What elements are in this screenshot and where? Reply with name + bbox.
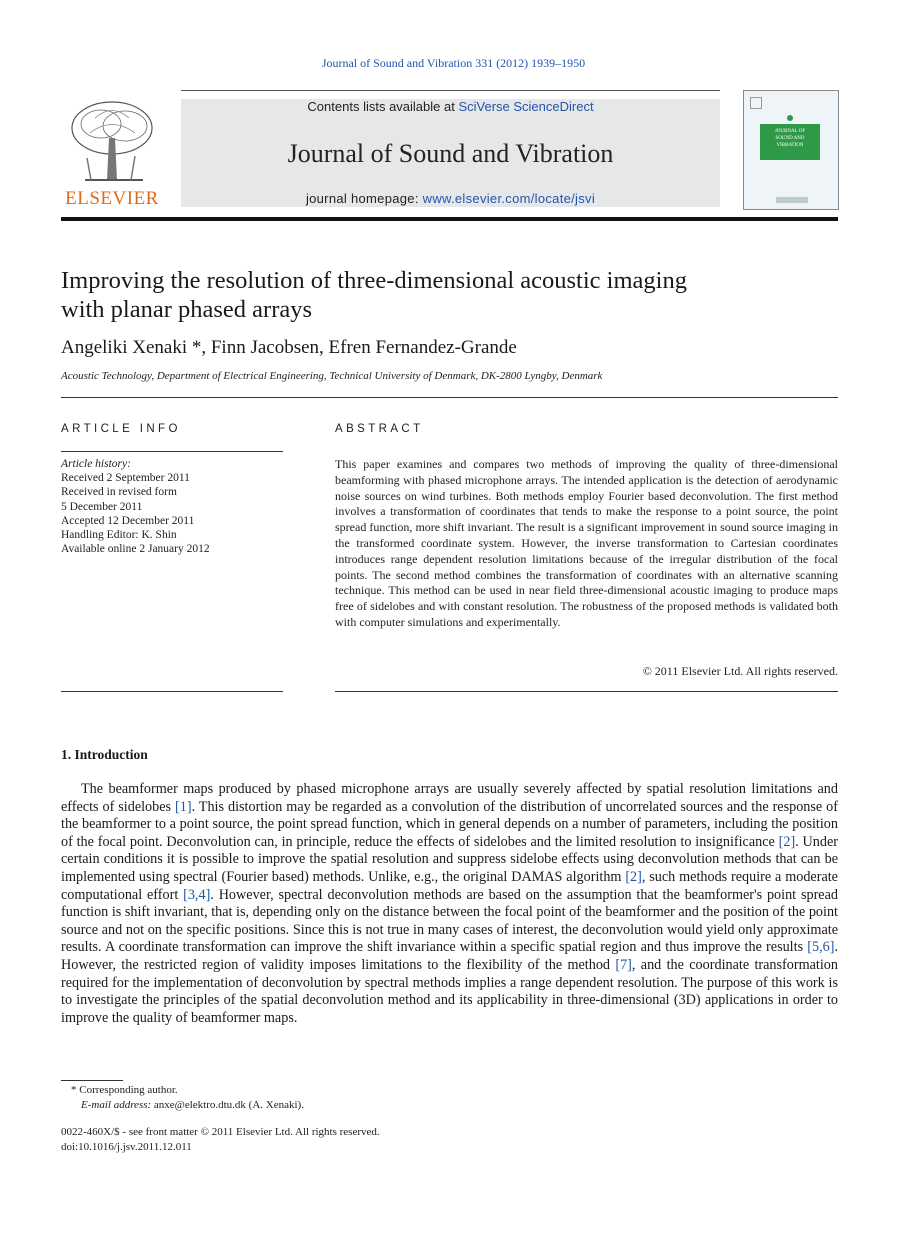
homepage-line <box>181 191 720 206</box>
affiliation: Acoustic Technology, Department of Electrical Engineering, Technical University of Denmark, DK-2800 Lyngby, Denmark <box>61 370 603 382</box>
intro-text: . However, the restricted region of validity imposes limitations to the flexibility of the method <box>61 939 838 973</box>
title-line: with planar phased arrays <box>61 296 313 323</box>
header-divider <box>61 217 838 221</box>
citation-link[interactable]: [7] <box>615 956 632 973</box>
contents-prefix: Contents lists available at <box>307 99 459 114</box>
abstract-text: This paper examines and compares two methods of improving the quality of three-dimensional beamforming with phased microphone arrays. The intended application is the detection of aerodynamic noise sources on wind turbines. Both methods employ Fourier based deconvolution. The first method involves a transformation of coordinates that tends to make the response to a point source, the point spread function, more shift invariant. The result is a significant improvement in sound source imaging in the transformed coordinate system. However, the inverse transformation to Cartesian coordinates introduces range dependent resolution limitations because of the irregular distribution of the focal points. The second method combines the transformation of coordinates with an alternative scanning technique. This method can be used in near field three-dimensional acoustic imaging to produce maps free of sidelobes and with constant resolution. The robustness of the proposed methods is validated both with computer simulations and experimentally. <box>335 457 838 629</box>
elsevier-tree-icon <box>65 98 159 188</box>
history-item: Handling Editor: K. Shin <box>61 529 177 542</box>
email-address[interactable]: anxe@elektro.dtu.dk (A. Xenaki). <box>153 1099 304 1111</box>
email-label: E-mail address: <box>81 1099 154 1111</box>
doi-note[interactable]: doi:10.1016/j.jsv.2011.12.011 <box>61 1141 192 1153</box>
header-top-rule <box>181 90 720 91</box>
cover-line: JOURNAL OF <box>774 129 806 134</box>
intro-text: The beamformer maps produced by phased microphone arrays are usually severely affected by spatial resolution limitations and effects of sidelobes <box>61 781 838 815</box>
journal-cover-thumbnail[interactable] <box>743 90 839 210</box>
introduction-heading: 1. Introduction <box>61 747 148 762</box>
article-info-heading: ARTICLE INFO <box>61 423 181 435</box>
title-line: Improving the resolution of three-dimensional acoustic imaging <box>61 267 687 294</box>
intro-text: , and the coordinate transformation required for the implementation of deconvolution by spectral methods implies a range dependent resolution. The purpose of this work is to investigate the principles of the spatial deconvolution method and its applicability in three-dimensional (3D) applications in order to improve the quality of beamformer maps. <box>61 956 838 1026</box>
article-info-bottom-rule <box>61 691 283 692</box>
elsevier-logo[interactable] <box>61 90 163 210</box>
history-item: Accepted 12 December 2011 <box>61 514 195 527</box>
abstract-heading: ABSTRACT <box>335 423 424 435</box>
homepage-prefix: journal homepage: <box>305 191 423 206</box>
affiliation-rule <box>61 397 838 398</box>
cover-dot <box>787 115 793 121</box>
journal-banner <box>181 99 720 207</box>
intro-text: . Under certain conditions it is possible to improve the spatial resolution and suppress sidelobe effects using deconvolution methods that can be implemented using spectral (Fourier based) methods. Unlike, e.g., the original DAMAS algorithm <box>61 833 838 885</box>
email-note <box>81 1099 304 1111</box>
sciencedirect-link[interactable]: SciVerse ScienceDirect <box>458 99 594 114</box>
cover-title-block <box>760 124 820 160</box>
citation-link[interactable]: [2] <box>778 833 796 850</box>
citation-line[interactable]: Journal of Sound and Vibration 331 (2012) 1939–1950 <box>321 56 586 70</box>
author-list: Angeliki Xenaki *, Finn Jacobsen, Efren Fernandez-Grande <box>61 337 517 358</box>
intro-text: . However, spectral deconvolution methods are based on the assumption that the beamformer's point spread function is shift invariant, that is, depending only on the distance between the focal point of the beamformer and the position of the point source and not on the specific positions. Since this is not true in many cases of interest, the deconvolution would yield only approximate results. A coordinate transformation can improve the shift invariance within a specific spatial region and thus improve the results <box>61 886 838 956</box>
history-item: Received in revised form <box>61 486 177 499</box>
history-label: Article history: <box>61 458 131 470</box>
cover-line: SOUND AND <box>775 136 805 141</box>
abstract-copyright: © 2011 Elsevier Ltd. All rights reserved. <box>642 664 838 678</box>
journal-title: Journal of Sound and Vibration <box>287 139 614 168</box>
contents-line <box>181 99 720 114</box>
corresponding-author-note: * Corresponding author. <box>71 1084 178 1096</box>
homepage-link[interactable]: www.elsevier.com/locate/jsvi <box>422 191 596 206</box>
journal-header <box>61 90 838 212</box>
citation-link[interactable]: [5,6] <box>807 939 835 956</box>
footnote-rule <box>61 1080 123 1081</box>
citation-link[interactable]: [2] <box>625 868 642 885</box>
citation-link[interactable]: [3,4] <box>183 886 211 903</box>
history-item: Available online 2 January 2012 <box>61 543 210 556</box>
article-title <box>61 266 821 324</box>
citation-link[interactable]: [1] <box>175 798 192 815</box>
cover-corner-mark <box>750 97 762 109</box>
abstract-bottom-rule <box>335 691 838 692</box>
introduction-paragraph <box>61 781 838 1027</box>
cover-publisher-mark <box>776 197 808 203</box>
history-item: 5 December 2011 <box>61 500 143 513</box>
article-info-rule <box>61 451 283 452</box>
front-matter-note: 0022-460X/$ - see front matter © 2011 Elsevier Ltd. All rights reserved. <box>61 1126 380 1138</box>
article-history <box>61 457 210 556</box>
cover-line: VIBRATION <box>776 143 804 148</box>
intro-text: . This distortion may be regarded as a convolution of the distribution of uncorrelated sources and the response of the beamformer to a point source, the point spread function, which in general depends on a number of parameters, including the position of the focal point. Deconvolution can, in principle, reduce the effects of sidelobes and the limited resolution to insignificance <box>61 798 838 850</box>
elsevier-wordmark: ELSEVIER <box>65 188 159 209</box>
intro-text: , such methods require a moderate computational effort <box>61 868 838 903</box>
history-item: Received 2 September 2011 <box>61 472 190 485</box>
